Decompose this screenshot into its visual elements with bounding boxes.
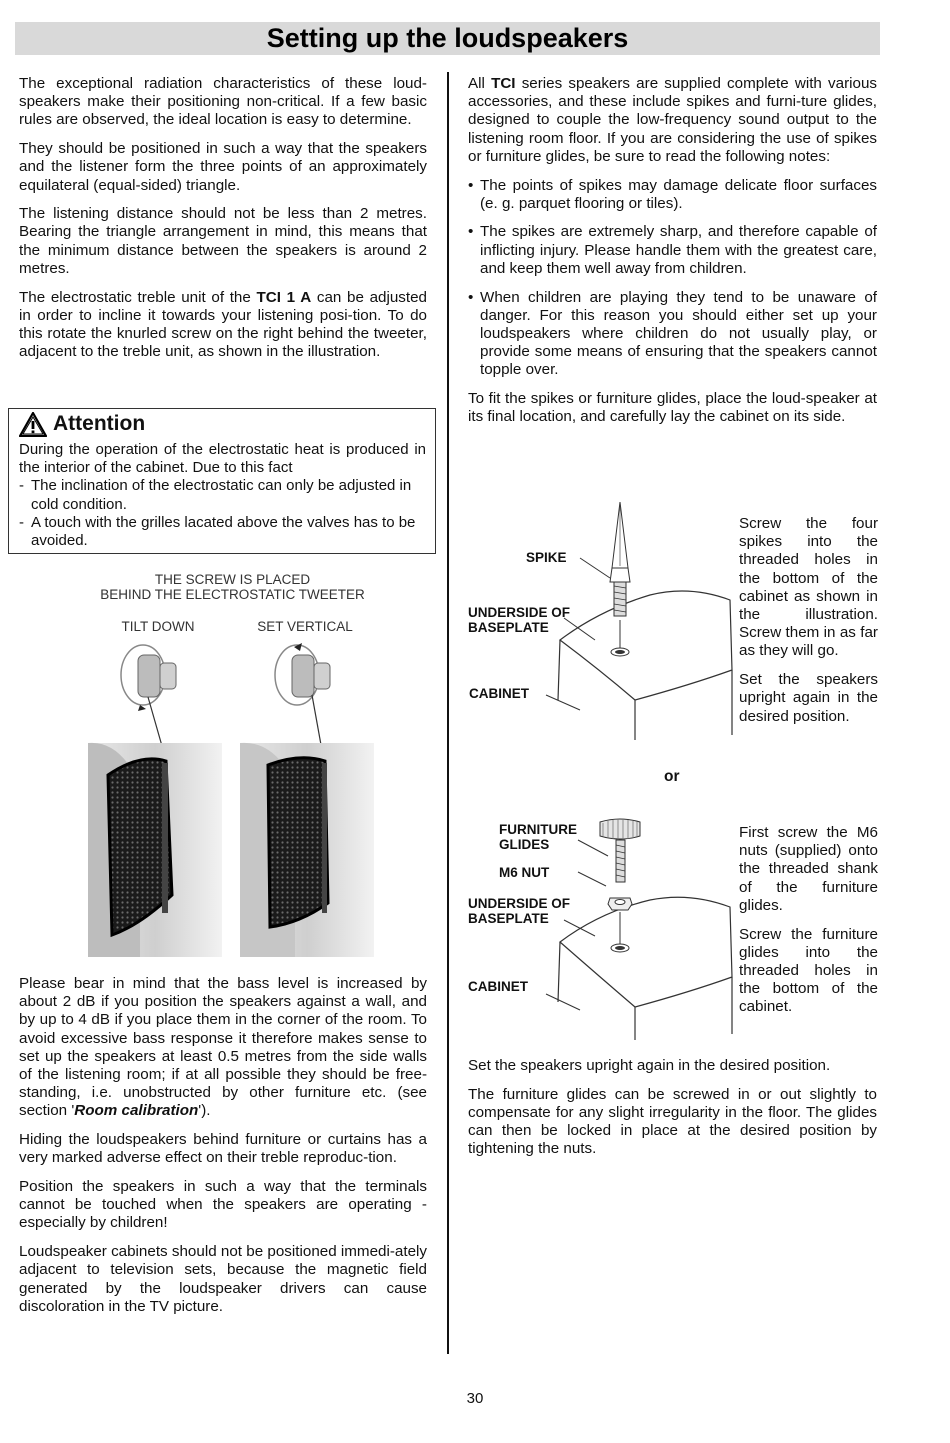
notes-list (468, 177, 877, 380)
paragraph: First screw the M6 nuts (supplied) onto the threaded shank of the furniture glides. (739, 824, 878, 914)
list-item-text: The spikes are extremely sharp, and therefore capable of inflicting injury. Please handle them with the greatest care, and keep them well away from children. (480, 223, 877, 277)
label-line: UNDERSIDE OF (468, 896, 571, 911)
text-run: can be adjusted in order to incline it towards your listening posi-tion. To do this rotate the knurled screw on the right behind the tweeter, adjacent to the treble unit, as shown in the illustration. (19, 288, 427, 361)
attention-item-text: A touch with the grilles lacated above the valves has to be avoided. (31, 513, 416, 550)
list-item: • The spikes are extremely sharp, and therefore capable of inflicting injury. Please handle them with the greatest care, and keep them well away from children. (468, 223, 877, 277)
paragraph: The exceptional radiation characteristics of these loud-speakers make their positioning non-critical. If a few basic rules are observed, the ideal location is easy to determine. (19, 75, 427, 129)
tweeter-illustration (80, 635, 380, 960)
paragraph: The furniture glides can be screwed in or out slightly to compensate for any slight irregularity in the floor. The glides can then be locked in place at the desired position by tightening the nuts. (468, 1085, 877, 1158)
underside-label (468, 605, 570, 635)
text-run: '). (198, 1102, 211, 1120)
right-column-top (468, 75, 877, 437)
label-line: GLIDES (499, 837, 550, 852)
caption-line: BEHIND THE ELECTROSTATIC TWEETER (100, 587, 365, 602)
text-run: All (468, 75, 492, 92)
series-name: TCI (491, 75, 516, 92)
attention-box (8, 408, 436, 554)
or-separator: or (664, 768, 680, 785)
attention-item: - The inclination of the electrostatic can only be adjusted in cold condition. (19, 477, 426, 513)
paragraph: They should be positioned in such a way that the speakers and the listener form the three points of an approximately equilateral (equal-sided) triangle. (19, 140, 427, 194)
cabinet-label: CABINET (469, 686, 529, 701)
glides-label (499, 822, 577, 852)
illustration-caption (90, 572, 375, 602)
attention-text: During the operation of the electrostatic heat is produced in the interior of the cabinet. Due to this fact (19, 441, 426, 477)
paragraph: Position the speakers in such a way that the terminals cannot be touched when the speakers are operating - especially by children! (19, 1178, 427, 1232)
paragraph (19, 975, 427, 1121)
text-run: The electrostatic treble unit of the (19, 288, 257, 306)
attention-title: Attention (53, 412, 146, 436)
list-item-text: The points of spikes may damage delicate floor surfaces (e. g. parquet flooring or tiles). (480, 176, 877, 212)
underside-label (468, 896, 570, 926)
left-column-bottom (19, 975, 427, 1326)
speaker-cabinet-left (88, 743, 222, 957)
attention-item: - A touch with the grilles lacated above the valves has to be avoided. (19, 514, 426, 550)
knurled-screw-right (275, 643, 330, 705)
cabinet-label: CABINET (468, 979, 528, 994)
text-run: series speakers are supplied complete with various accessories, and these include spikes and furni-ture glides, designed to couple the low-frequency sound output to the listening room floor. If you are considering the use of spikes or furniture glides, be sure to read the following notes: (468, 75, 877, 165)
nut-label: M6 NUT (499, 865, 550, 880)
label-line: FURNITURE (499, 822, 577, 837)
paragraph: Hiding the loudspeakers behind furniture or curtains has a very marked adverse effect on their treble reproduc-tion. (19, 1131, 427, 1167)
paragraph: Set the speakers upright again in the desired position. (739, 671, 878, 725)
speaker-cabinet-right (240, 743, 374, 957)
paragraph: Screw the furniture glides into the threaded holes in the bottom of the cabinet. (739, 925, 878, 1016)
paragraph: Set the speakers upright again in the desired position. (468, 1057, 831, 1074)
column-divider (447, 72, 449, 1354)
paragraph (19, 289, 427, 362)
left-column-top (19, 75, 427, 372)
paragraph: Loudspeaker cabinets should not be positioned immedi-ately adjacent to television sets, because the magnetic field generated by the loudspeaker drivers can cause discoloration in the TV picture. (19, 1243, 427, 1315)
paragraph: Screw the four spikes into the threaded holes in the bottom of the cabinet as shown in the illustration. Screw them in as far as they will go. (739, 515, 878, 660)
model-name: TCI 1 A (256, 288, 312, 306)
tilt-down-label: TILT DOWN (121, 619, 195, 634)
list-item-text: When children are playing they tend to be unaware of danger. For this reason you should either set up your loudspeakers where children do not usually play, or provide some means of ensuring that the speakers cannot topple over. (480, 288, 877, 379)
label-line: UNDERSIDE OF (468, 605, 571, 620)
section-reference: Room calibration (74, 1102, 199, 1120)
label-line: BASEPLATE (468, 911, 549, 926)
spike-instructions (739, 515, 878, 736)
page-number: 30 (466, 1390, 484, 1407)
attention-body (19, 441, 426, 550)
page-title: Setting up the loudspeakers (266, 23, 629, 53)
right-column-bottom (468, 1057, 877, 1169)
set-vertical-label: SET VERTICAL (257, 619, 353, 634)
paragraph (468, 75, 877, 166)
caption-line: THE SCREW IS PLACED (154, 572, 311, 587)
knurled-screw-left (121, 645, 176, 711)
glide-instructions (739, 824, 878, 1027)
label-line: BASEPLATE (468, 620, 549, 635)
attention-item-text: The inclination of the electrostatic can only be adjusted in cold condition. (31, 477, 412, 513)
list-item: • The points of spikes may damage delicate floor surfaces (e. g. parquet flooring or tiles). (468, 176, 877, 212)
text-run: Please bear in mind that the bass level is increased by about 2 dB if you position the speakers against a wall, and by up to 4 dB if you place them in the corner of the room. To avoid excessive bass response it therefore makes sense to set up the speakers at least 0.5 metres from the side walls of the listening room; if at all possible they should be free-standing, i.e. unobstructed by other furniture etc. (see section ' (19, 975, 427, 1120)
paragraph: The listening distance should not be less than 2 metres. Bearing the triangle arrangement in mind, this means that the minimum distance between the speakers is around 2 metres. (19, 205, 427, 277)
title-bar (15, 22, 880, 55)
attention-heading (19, 412, 426, 437)
spike-label: SPIKE (526, 550, 567, 565)
warning-icon (19, 412, 47, 437)
paragraph: To fit the spikes or furniture glides, place the loud-speaker at its final location, and carefully lay the cabinet on its side. (468, 390, 877, 426)
list-item: • When children are playing they tend to be unaware of danger. For this reason you should either set up your loudspeakers where children do not usually play, or provide some means of ensuring that the speakers cannot topple over. (468, 288, 877, 379)
